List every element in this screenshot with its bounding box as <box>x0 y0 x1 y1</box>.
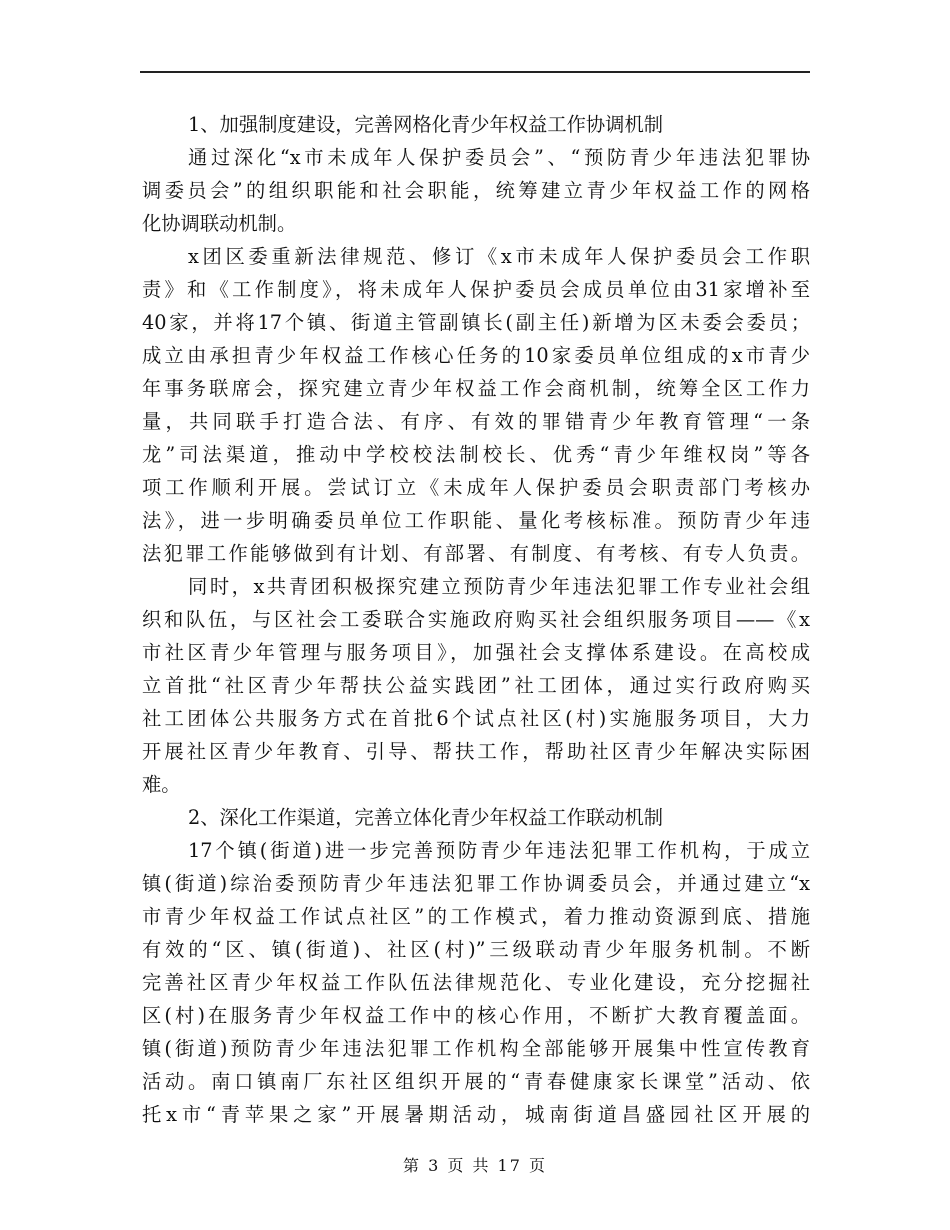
section-heading: 1、加强制度建设，完善网格化青少年权益工作协调机制 <box>188 113 664 136</box>
paragraph-line: 调委员会”的组织职能和社会职能，统筹建立青少年权益工作的网格 <box>142 179 810 202</box>
paragraph-line: 责》和《工作制度》，将未成年人保护委员会成员单位由31家增补至 <box>142 278 810 301</box>
paragraph-line: 托x市“青苹果之家”开展暑期活动，城南街道昌盛园社区开展的 <box>142 1103 810 1126</box>
section-heading: 2、深化工作渠道，完善立体化青少年权益工作联动机制 <box>188 806 664 829</box>
paragraph-line: 区(村)在服务青少年权益工作中的核心作用，不断扩大教育覆盖面。 <box>142 1004 810 1027</box>
paragraph-line: 镇(街道)预防青少年违法犯罪工作机构全部能够开展集中性宣传教育 <box>142 1037 810 1060</box>
paragraph-line: 镇(街道)综治委预防青少年违法犯罪工作协调委员会，并通过建立“x <box>142 872 810 895</box>
paragraph-line: 量，共同联手打造合法、有序、有效的罪错青少年教育管理“一条 <box>142 410 810 433</box>
paragraph-line: 活动。南口镇南厂东社区组织开展的“青春健康家长课堂”活动、依 <box>142 1070 810 1093</box>
paragraph-line: 龙”司法渠道，推动中学校校法制校长、优秀“青少年维权岗”等各 <box>142 443 810 466</box>
paragraph-line: 项工作顺利开展。尝试订立《未成年人保护委员会职责部门考核办 <box>142 476 810 499</box>
paragraph-line: 年事务联席会，探究建立青少年权益工作会商机制，统筹全区工作力 <box>142 377 810 400</box>
paragraph-line: 市社区青少年管理与服务项目》，加强社会支撑体系建设。在高校成 <box>142 641 810 664</box>
paragraph-line: 难。 <box>142 773 181 796</box>
paragraph-line: 法犯罪工作能够做到有计划、有部署、有制度、有考核、有专人负责。 <box>142 542 810 565</box>
paragraph-line: 17个镇(街道)进一步完善预防青少年违法犯罪工作机构，于成立 <box>188 839 810 862</box>
paragraph-line: 市青少年权益工作试点社区”的工作模式，着力推动资源到底、措施 <box>142 905 810 928</box>
paragraph-line: 同时，x共青团积极探究建立预防青少年违法犯罪工作专业社会组 <box>188 575 810 598</box>
paragraph-line: 40家，并将17个镇、街道主管副镇长(副主任)新增为区未委会委员； <box>142 311 810 334</box>
paragraph-line: 开展社区青少年教育、引导、帮扶工作，帮助社区青少年解决实际困 <box>142 740 810 763</box>
document-body <box>142 108 810 1131</box>
paragraph-line: 化协调联动机制。 <box>142 212 297 235</box>
paragraph-line: 法》，进一步明确委员单位工作职能、量化考核标准。预防青少年违 <box>142 509 810 532</box>
paragraph-line: x团区委重新法律规范、修订《x市未成年人保护委员会工作职 <box>188 245 810 268</box>
paragraph-line: 织和队伍，与区社会工委联合实施政府购买社会组织服务项目——《x <box>142 608 810 631</box>
paragraph-line: 通过深化“x市未成年人保护委员会”、“预防青少年违法犯罪协 <box>188 146 810 169</box>
page-footer: 第 3 页 共 17 页 <box>403 1156 547 1175</box>
paragraph-line: 完善社区青少年权益工作队伍法律规范化、专业化建设，充分挖掘社 <box>142 971 810 994</box>
paragraph-line: 立首批“社区青少年帮扶公益实践团”社工团体，通过实行政府购买 <box>142 674 810 697</box>
paragraph-line: 有效的“区、镇(街道)、社区(村)”三级联动青少年服务机制。不断 <box>142 938 810 961</box>
paragraph-line: 成立由承担青少年权益工作核心任务的10家委员单位组成的x市青少 <box>142 344 810 367</box>
paragraph-line: 社工团体公共服务方式在首批6个试点社区(村)实施服务项目，大力 <box>142 707 810 730</box>
header-rule <box>140 71 810 73</box>
